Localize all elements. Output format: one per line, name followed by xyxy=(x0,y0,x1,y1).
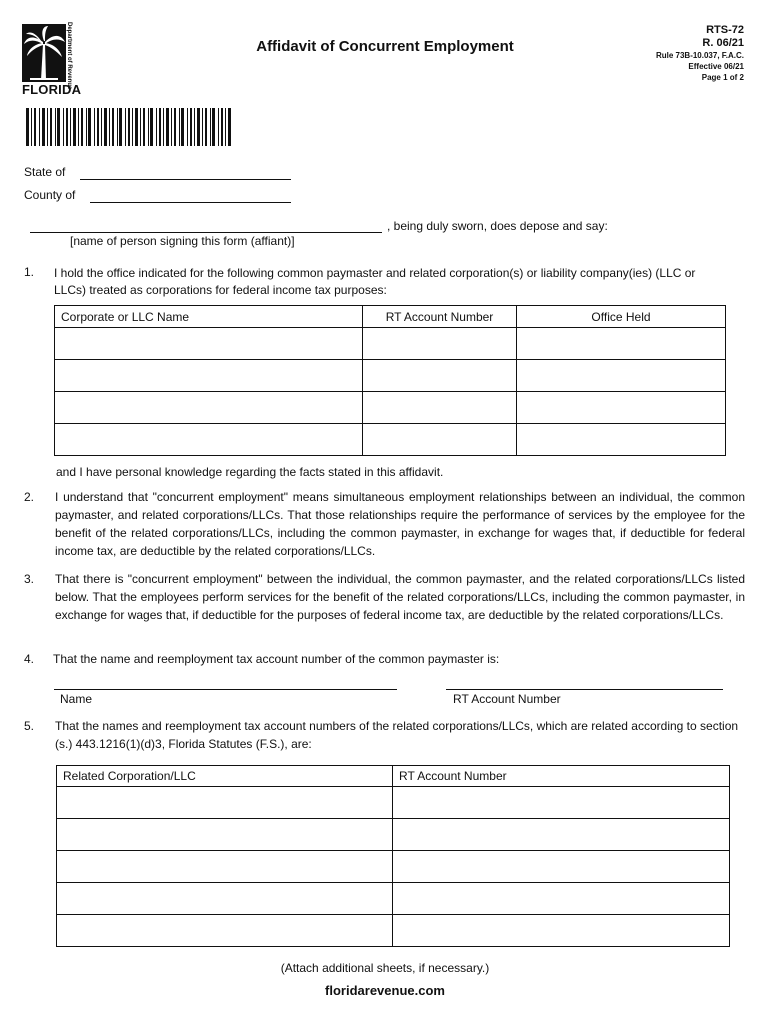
barcode xyxy=(26,108,231,146)
affiant-name-field[interactable] xyxy=(30,219,382,233)
cell-input[interactable] xyxy=(57,851,393,883)
cell-input[interactable] xyxy=(55,360,363,392)
related-table-header xyxy=(57,766,730,787)
header-rt-account: RT Account Number xyxy=(363,306,517,328)
cell-input[interactable] xyxy=(393,851,730,883)
cell-input[interactable] xyxy=(363,392,517,424)
paymaster-rt-field[interactable] xyxy=(446,676,723,690)
officer-table-header xyxy=(55,306,726,328)
cell-input[interactable] xyxy=(517,328,726,360)
cell-input[interactable] xyxy=(363,328,517,360)
item-1-text xyxy=(54,265,744,299)
affiant-caption: [name of person signing this form (affiant)] xyxy=(70,234,295,248)
cell-input[interactable] xyxy=(55,424,363,456)
table-row xyxy=(57,819,730,851)
item-3-number: 3. xyxy=(24,572,35,586)
item-5-text: That the names and reemployment tax account numbers of the related corporations/LLCs, which are related according to section (s.) 443.1216(1)(d)3, Florida Statutes (F.S.), are: xyxy=(55,719,739,751)
table-row xyxy=(55,360,726,392)
cell-input[interactable] xyxy=(393,787,730,819)
cell-input[interactable] xyxy=(57,819,393,851)
name-label: Name xyxy=(60,692,93,706)
table-row xyxy=(57,851,730,883)
county-field[interactable] xyxy=(90,189,291,203)
header-related-corporation: Related Corporation/LLC xyxy=(57,766,393,787)
related-corporations-table xyxy=(56,765,730,947)
form-number: RTS-72 xyxy=(706,24,744,36)
item-1-line-2: LLCs) treated as corporations for federal income tax purposes: xyxy=(54,283,387,297)
form-effective: Effective 06/21 xyxy=(688,62,744,71)
item-1-line-1: I hold the office indicated for the following common paymaster and related corporation(s) or liability company(ies) (LLC or xyxy=(54,266,696,280)
cell-input[interactable] xyxy=(57,915,393,947)
table-row xyxy=(55,392,726,424)
item-5-number: 5. xyxy=(24,719,35,733)
cell-input[interactable] xyxy=(393,819,730,851)
rt-account-label: RT Account Number xyxy=(453,692,561,706)
item-4-text: That the name and reemployment tax account number of the common paymaster is: xyxy=(53,652,500,666)
department-caption: Department of Revenue xyxy=(66,22,72,90)
paymaster-name-field[interactable] xyxy=(54,676,397,690)
table-row xyxy=(57,883,730,915)
county-label: County of xyxy=(24,188,76,202)
attach-note: (Attach additional sheets, if necessary.) xyxy=(280,961,490,975)
cell-input[interactable] xyxy=(363,424,517,456)
form-revision: R. 06/21 xyxy=(702,37,744,49)
header-corporate-name: Corporate or LLC Name xyxy=(55,306,363,328)
item-1-number: 1. xyxy=(24,265,35,279)
cell-input[interactable] xyxy=(517,424,726,456)
header-office-held: Office Held xyxy=(517,306,726,328)
cell-input[interactable] xyxy=(393,883,730,915)
footer-url: floridarevenue.com xyxy=(325,983,445,998)
cell-input[interactable] xyxy=(55,392,363,424)
cell-input[interactable] xyxy=(57,787,393,819)
page-indicator: Page 1 of 2 xyxy=(701,73,744,82)
form-title: Affidavit of Concurrent Employment xyxy=(256,38,514,55)
table-row xyxy=(57,915,730,947)
cell-input[interactable] xyxy=(517,360,726,392)
table-row xyxy=(55,424,726,456)
item-2-number: 2. xyxy=(24,490,35,504)
cell-input[interactable] xyxy=(517,392,726,424)
item-4-number: 4. xyxy=(24,652,35,666)
florida-logo-text: FLORIDA xyxy=(22,82,82,97)
form-rule: Rule 73B-10.037, F.A.C. xyxy=(655,51,744,60)
state-label: State of xyxy=(24,165,66,179)
table-row xyxy=(57,787,730,819)
personal-knowledge-text: and I have personal knowledge regarding the facts stated in this affidavit. xyxy=(56,465,444,479)
cell-input[interactable] xyxy=(393,915,730,947)
cell-input[interactable] xyxy=(57,883,393,915)
sworn-statement: , being duly sworn, does depose and say: xyxy=(387,219,608,233)
header-related-rt-account: RT Account Number xyxy=(393,766,730,787)
cell-input[interactable] xyxy=(363,360,517,392)
form-code-block xyxy=(656,24,744,83)
item-2-text: I understand that "concurrent employment" means simultaneous employment relationships between an individual, the common paymaster, and related corporations/LLCs. That those relationships require the performance of services by the employee for the benefit of the related corporations/LLCs, including the common paymaster, in exchange for wages that, if deductible for federal income tax, are deductible by the related corporations/LLCs. xyxy=(55,490,745,558)
table-row xyxy=(55,328,726,360)
officer-table xyxy=(54,305,726,456)
state-field[interactable] xyxy=(80,166,291,180)
cell-input[interactable] xyxy=(55,328,363,360)
item-3-text: That there is "concurrent employment" between the individual, the common paymaster, and the related corporations/LLCs listed below. That the employees perform services for the benefit of the related corporations/LLCs, including the common paymaster, in exchange for wages that, if deductible for the purposes of federal income tax, are deductible by the related corporations/LLCs. xyxy=(55,572,745,622)
